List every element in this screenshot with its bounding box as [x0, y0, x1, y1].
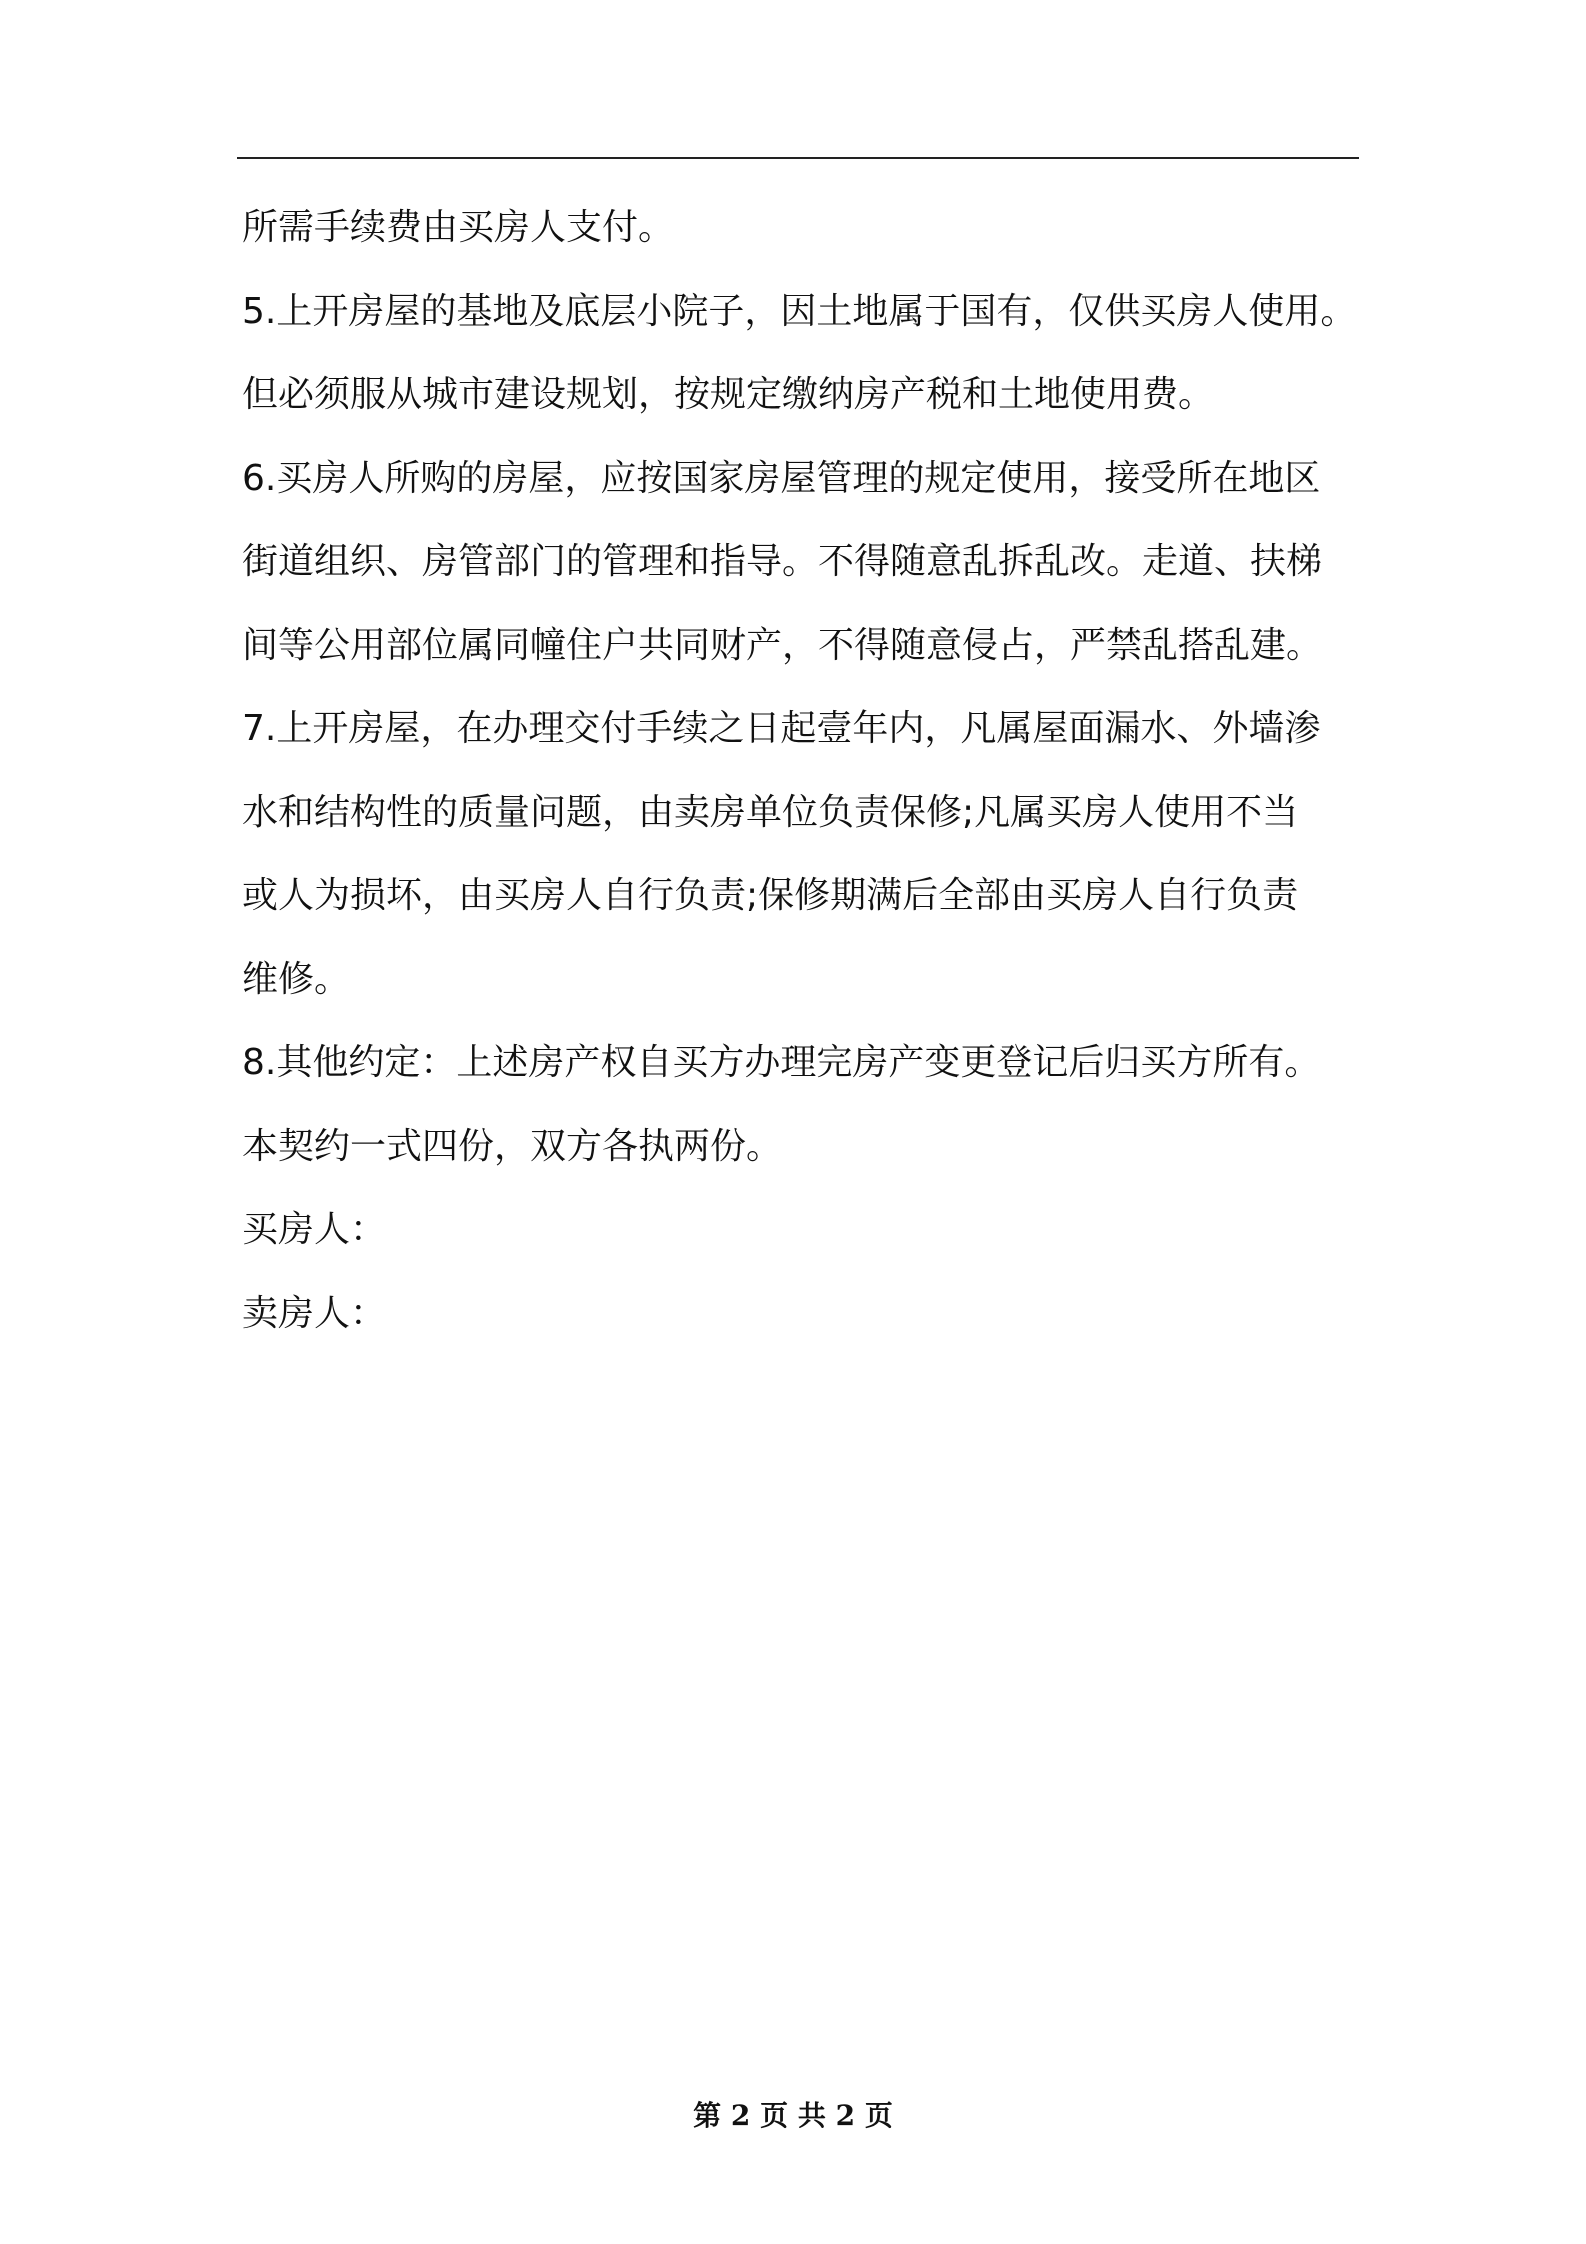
text-line: 所需手续费由买房人支付。	[242, 207, 675, 248]
seller-signature-label: 卖房人：	[242, 1292, 387, 1334]
clause-7-line-2: 水和结构性的质量问题，由卖房单位负责保修;凡属买房人使用不当	[242, 791, 1299, 833]
clause-6-line-2: 街道组织、房管部门的管理和指导。不得随意乱拆乱改。走道、扶梯	[242, 541, 1323, 582]
clause-6-line-3: 间等公用部位属同幢住户共同财产，不得随意侵占，严禁乱搭乱建。	[242, 624, 1323, 666]
clause-7-line-3: 或人为损坏，由买房人自行负责;保修期满后全部由买房人自行负责	[242, 875, 1299, 916]
buyer-signature-label: 买房人：	[242, 1209, 387, 1250]
document-body	[242, 200, 1362, 1369]
clause-8-line-1: 8.其他约定：上述房产权自买方办理完房产变更登记后归买方所有。	[242, 1042, 1321, 1083]
page-number: 第 2 页 共 2 页	[693, 2099, 893, 2132]
copies-statement: 本契约一式四份，双方各执两份。	[242, 1125, 783, 1167]
clause-6-line-1: 6.买房人所购的房屋，应按国家房屋管理的规定使用，接受所在地区	[242, 457, 1321, 499]
clause-5-line-2: 但必须服从城市建设规划，按规定缴纳房产税和土地使用费。	[242, 374, 1215, 415]
clause-5-line-1: 5.上开房屋的基地及底层小院子，因土地属于国有，仅供买房人使用。	[242, 290, 1357, 332]
clause-7-line-1: 7.上开房屋，在办理交付手续之日起壹年内，凡属屋面漏水、外墙渗	[242, 708, 1321, 749]
clause-7-line-4: 维修。	[242, 958, 351, 1000]
page-footer	[0, 2096, 1586, 2136]
header-divider	[237, 157, 1359, 159]
